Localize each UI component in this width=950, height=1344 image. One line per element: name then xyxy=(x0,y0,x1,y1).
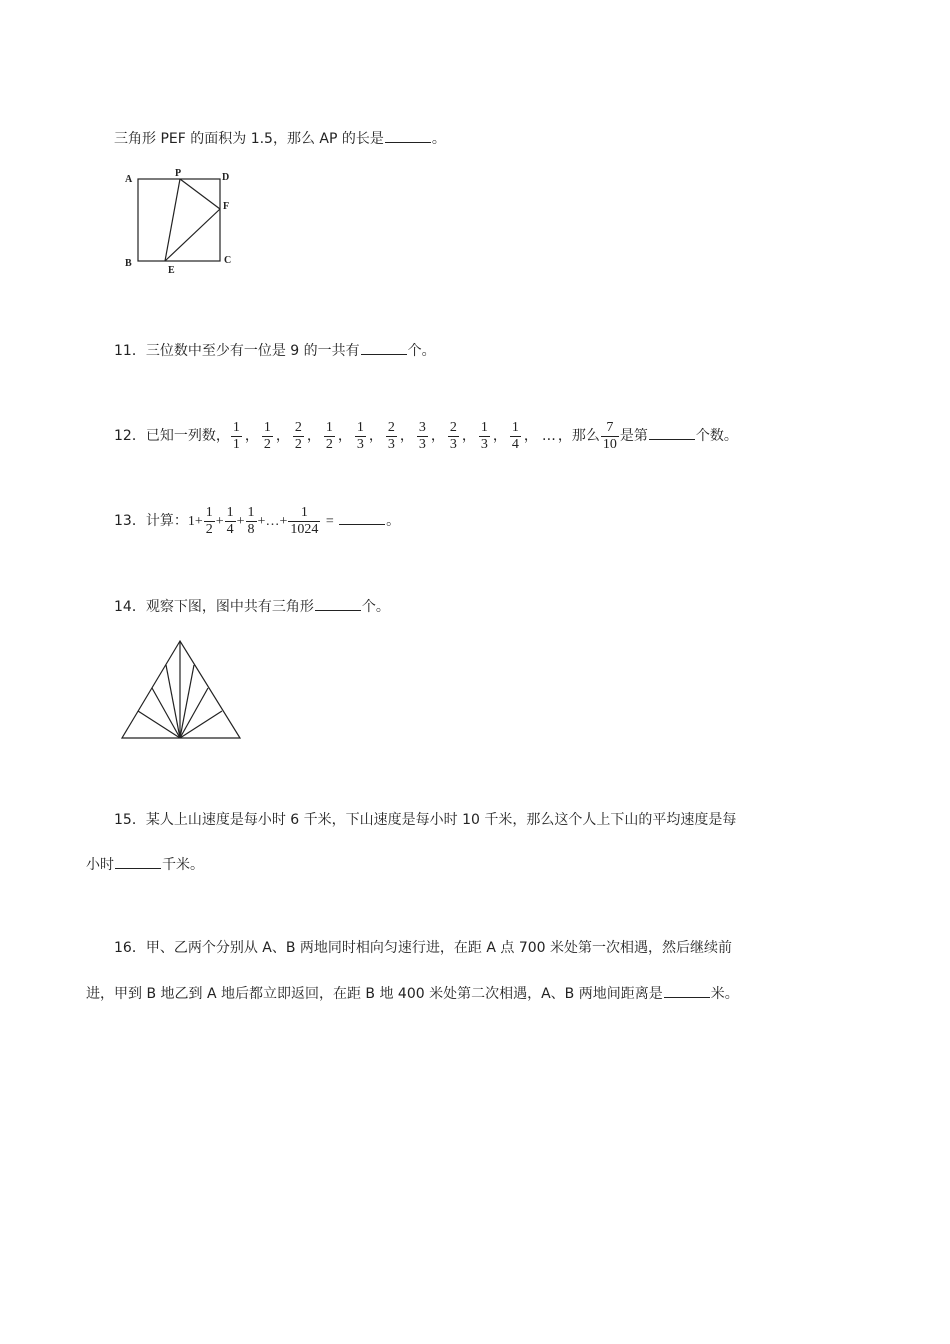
fraction-denominator: 3 xyxy=(356,436,364,452)
fraction-numerator: 1 xyxy=(263,419,271,435)
fraction-numerator: 7 xyxy=(601,420,619,437)
q11-text-after: 个。 xyxy=(407,343,436,359)
segment-pf xyxy=(180,179,220,209)
q13-last-fraction xyxy=(288,505,320,538)
label-d: D xyxy=(222,172,230,183)
q12-text-after: 个数。 xyxy=(695,428,738,444)
q10-answer-blank xyxy=(385,129,431,143)
fraction xyxy=(246,505,257,538)
fraction xyxy=(293,420,304,453)
q12-separator: ， xyxy=(337,428,352,444)
fraction-denominator: 3 xyxy=(480,436,488,452)
fraction xyxy=(231,420,242,453)
q12-separator: ， xyxy=(461,428,476,444)
q13-text xyxy=(114,503,400,540)
fraction-numerator: 1 xyxy=(480,419,488,435)
q14-answer-blank xyxy=(315,597,361,611)
q13-plus-2: + xyxy=(279,514,288,529)
q12-text xyxy=(114,418,738,454)
fraction xyxy=(324,420,335,453)
fraction-denominator: 4 xyxy=(226,521,234,537)
fraction-numerator: 2 xyxy=(449,419,457,435)
fraction xyxy=(355,420,366,453)
q15-line2-before: 小时 xyxy=(86,857,114,873)
fraction-denominator: 2 xyxy=(205,521,213,537)
fraction-numerator: 1 xyxy=(288,505,320,522)
q12-separator: ， xyxy=(275,428,290,444)
q15-line1: 15．某人上山速度是每小时 6 千米，下山速度是每小时 10 千米，那么这个人上下山的平均速度是每 xyxy=(114,812,737,828)
q12-target-fraction xyxy=(601,420,619,453)
q12-separator: ， xyxy=(430,428,445,444)
label-c: C xyxy=(224,255,232,266)
fraction-numerator: 3 xyxy=(418,419,426,435)
q14-text-before: 14．观察下图，图中共有三角形 xyxy=(114,599,314,615)
fraction-denominator: 2 xyxy=(263,436,271,452)
fraction xyxy=(225,505,236,538)
q12-separator: ， xyxy=(492,428,507,444)
fraction-numerator: 1 xyxy=(205,504,213,520)
fraction-denominator: 2 xyxy=(294,436,302,452)
fraction-denominator: 8 xyxy=(247,521,255,537)
q12-separator: ， xyxy=(399,428,414,444)
fraction-numerator: 1 xyxy=(511,419,519,435)
q13-plus: + xyxy=(215,514,224,529)
fraction xyxy=(448,420,459,453)
q14-text-after: 个。 xyxy=(361,599,390,615)
fraction xyxy=(479,420,490,453)
q13-answer-blank xyxy=(339,511,385,525)
q12-separator: ， xyxy=(306,428,321,444)
fraction xyxy=(204,505,215,538)
fraction-denominator: 1 xyxy=(232,436,240,452)
fan-line-left-3 xyxy=(138,711,180,738)
fraction-numerator: 2 xyxy=(294,419,302,435)
q12-text-mid2: 是第 xyxy=(619,428,648,444)
fraction-denominator: 3 xyxy=(387,436,395,452)
q15-line2 xyxy=(86,855,204,874)
fraction xyxy=(262,420,273,453)
fraction-denominator: 10 xyxy=(602,436,617,452)
fan-line-right-1 xyxy=(180,665,194,738)
q10-square-figure xyxy=(118,168,248,278)
fraction-denominator: 1024 xyxy=(290,521,319,537)
q10-text xyxy=(114,129,446,148)
q13-plus: + xyxy=(257,514,266,529)
q12-answer-blank xyxy=(649,426,695,440)
label-e: E xyxy=(168,265,175,276)
q10-text-before: 三角形 PEF 的面积为 1.5，那么 AP 的长是 xyxy=(114,131,384,147)
fraction-numerator: 2 xyxy=(387,419,395,435)
q12-text-mid: ，那么 xyxy=(557,428,600,444)
q13-equals: = xyxy=(325,514,334,529)
q14-text xyxy=(114,597,390,616)
q13-terms xyxy=(194,504,258,537)
q11-text xyxy=(114,341,436,360)
fraction xyxy=(510,420,521,453)
q15-answer-blank xyxy=(115,855,161,869)
label-p: P xyxy=(175,168,182,179)
fraction-numerator: 1 xyxy=(325,419,333,435)
q12-text-before: 12．已知一列数， xyxy=(114,428,230,444)
q13-text-before: 13．计算： xyxy=(114,513,188,529)
q12-ellipsis: … xyxy=(541,428,556,444)
q11-text-before: 11．三位数中至少有一位是 9 的一共有 xyxy=(114,343,360,359)
label-f: F xyxy=(223,201,230,212)
fraction-numerator: 1 xyxy=(356,419,364,435)
q12-separator: ， xyxy=(523,428,538,444)
fraction xyxy=(386,420,397,453)
fraction-numerator: 1 xyxy=(226,504,234,520)
q10-text-after: 。 xyxy=(431,131,446,147)
outer-triangle xyxy=(122,641,240,738)
fraction-denominator: 2 xyxy=(325,436,333,452)
q12-separator: ， xyxy=(368,428,383,444)
q12-sequence xyxy=(230,419,540,452)
fan-line-left-1 xyxy=(166,665,180,738)
q16-line2-after: 米。 xyxy=(710,986,739,1002)
q11-answer-blank xyxy=(361,341,407,355)
fraction-denominator: 3 xyxy=(449,436,457,452)
label-b: B xyxy=(125,258,132,269)
q16-line2-before: 进，甲到 B 地乙到 A 地后都立即返回，在距 B 地 400 米处第二次相遇，A、B 两地间距离是 xyxy=(86,986,663,1002)
q13-leading: 1 xyxy=(187,514,195,529)
q14-triangle-figure xyxy=(118,635,248,745)
q16-line1: 16．甲、乙两个分别从 A、B 两地同时相向匀速行进，在距 A 点 700 米处第一次相遇，然后继续前 xyxy=(114,940,732,956)
q13-ellipsis: … xyxy=(265,514,280,529)
q15-line2-after: 千米。 xyxy=(162,857,204,873)
q13-plus: + xyxy=(194,514,203,529)
fan-line-right-3 xyxy=(180,711,222,738)
fraction-numerator: 1 xyxy=(247,504,255,520)
fraction xyxy=(417,420,428,453)
q12-separator: ， xyxy=(244,428,259,444)
fraction-denominator: 3 xyxy=(418,436,426,452)
q13-plus: + xyxy=(236,514,245,529)
fraction-denominator: 4 xyxy=(511,436,519,452)
q16-line2 xyxy=(86,984,739,1003)
label-a: A xyxy=(125,174,133,185)
fraction-numerator: 1 xyxy=(232,419,240,435)
q16-answer-blank xyxy=(664,984,710,998)
q13-text-after: 。 xyxy=(386,513,401,529)
